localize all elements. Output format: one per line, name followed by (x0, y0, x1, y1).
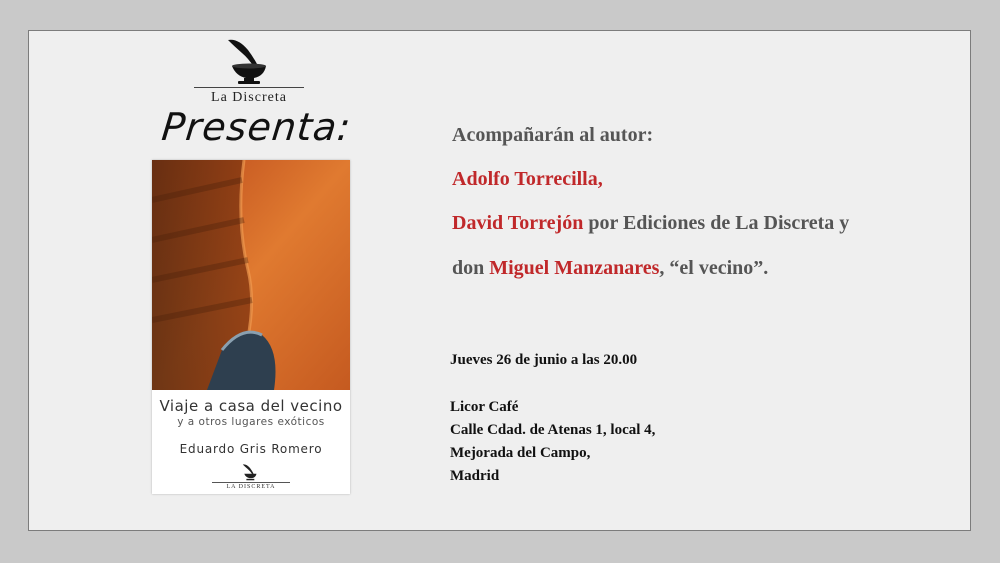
logo-divider (194, 87, 304, 88)
guest1-name: Adolfo Torrecilla, (452, 168, 603, 190)
book-publisher-icon (241, 463, 259, 481)
event-venue: Licor Café (450, 399, 519, 415)
guest2-name: David Torrejón (452, 212, 584, 234)
intro-text: Acompañarán al autor: (452, 124, 654, 146)
guest3-suffix: , “el vecino”. (659, 257, 769, 279)
book-cover-photo (152, 160, 350, 390)
book-author: Eduardo Gris Romero (179, 442, 323, 456)
book-publisher-text: LA DISCRETA (226, 484, 276, 490)
book-cover (152, 160, 350, 494)
presenta-heading: Presenta: (159, 105, 354, 149)
event-town: Mejorada del Campo, (450, 445, 591, 461)
guest2-line (452, 212, 849, 235)
publisher-logo-text: La Discreta (211, 90, 287, 105)
guest2-suffix: por Ediciones de La Discreta y (583, 212, 850, 234)
event-street: Calle Cdad. de Atenas 1, local 4, (450, 422, 656, 438)
event-date: Jueves 26 de junio a las 20.00 (450, 352, 638, 368)
intro-line (452, 124, 653, 147)
book-title: Viaje a casa del vecino (159, 397, 343, 415)
guest1-line (452, 168, 603, 191)
book-logo-divider (212, 482, 290, 483)
mortar-pestle-icon (224, 36, 272, 86)
event-city: Madrid (450, 468, 500, 484)
book-subtitle: y a otros lugares exóticos (177, 416, 325, 428)
guest3-name: Miguel Manzanares (489, 257, 660, 279)
guest3-prefix: don (452, 257, 490, 279)
guest3-line (452, 257, 768, 280)
